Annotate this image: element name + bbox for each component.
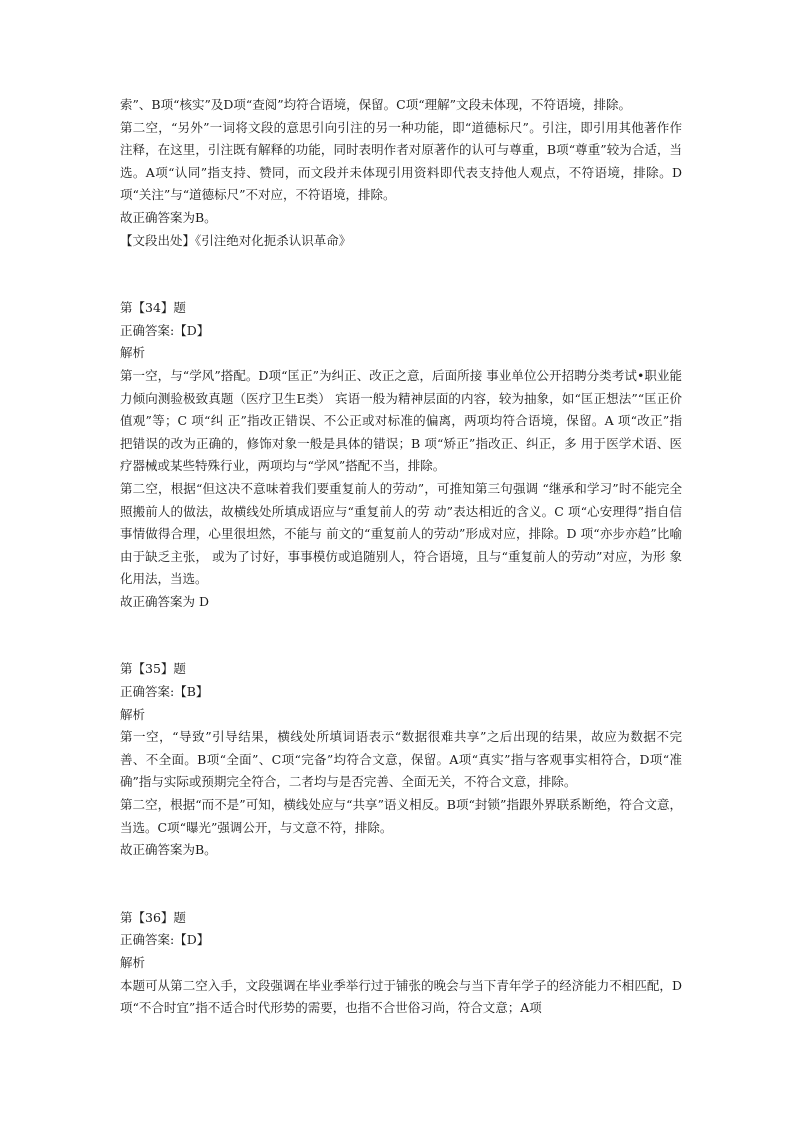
section-spacer	[120, 862, 682, 907]
analysis-label: 解析	[120, 345, 146, 361]
question-34	[120, 297, 682, 613]
analysis-paragraph: 第二空，根据“而不是”可知，横线处应与“共享”语义相反。B项“封锁”指跟外界联系断绝，符合文意，当选。C项“曝光”强调公开，与文意不符，排除。	[120, 797, 682, 835]
section-spacer	[120, 252, 682, 297]
correct-answer: 正确答案:【D】	[120, 322, 210, 338]
intro-paragraph: 第二空，“另外”一词将文段的意思引向引注的另一种功能，即“道德标尺”。引注，即引用其他著作作注释，在这里，引注既有解释的功能，同时表明作者对原著作的认可与尊重，B项“尊重”较为合适，当选。A项“认同”指支持、赞同，而文段并未体现引用资料即代表支持他人观点，不符语境，排除。D项“关注”与“道德标尺”不对应，不符语境，排除。	[120, 119, 682, 203]
section-spacer	[120, 613, 682, 658]
source-citation: 【文段出处】《引注绝对化扼杀认识革命》	[120, 232, 352, 248]
intro-section	[120, 94, 682, 252]
correct-answer: 正确答案:【D】	[120, 932, 210, 948]
question-35	[120, 658, 682, 861]
analysis-paragraph: 第二空，根据“但这决不意味着我们要重复前人的劳动”，可推知第三句强调 “继承和学习”时不能完全照搬前人的做法，故横线处所填成语应与“重复前人的劳 动”表达相近的含义。C 项“心安理得”指自信事情做得合理，心里很坦然，不能与 前文的“重复前人的劳动”形成对应，排除。D 项“亦步亦趋”比喻由于缺乏主张， 或为了讨好，事事模仿或追随别人，符合语境，且与“重复前人的劳动”对应，为形 象化用法，当选。	[120, 480, 682, 587]
analysis-conclusion: 故正确答案为B。	[120, 842, 217, 858]
document-content	[120, 94, 682, 1020]
analysis-paragraph: 第一空，“导致”引导结果，横线处所填词语表示“数据很难共享”之后出现的结果，故应为数据不完善、不全面。B项“全面”、C项“完备”均符合文意，保留。A项“真实”指与客观事实相符合，D项“准确”指与实际或预期完全符合，二者均与是否完善、全面无关，不符合文意，排除。	[120, 729, 682, 790]
intro-conclusion: 故正确答案为B。	[120, 209, 217, 225]
question-title: 第【34】题	[120, 300, 186, 316]
intro-paragraph: 索”、B项“核实”及D项“查阅”均符合语境，保留。C项“理解”文段未体现，不符语境，排除。	[120, 97, 632, 112]
analysis-label: 解析	[120, 706, 146, 722]
question-title: 第【35】题	[120, 661, 186, 677]
analysis-label: 解析	[120, 955, 146, 970]
correct-answer: 正确答案:【B】	[120, 684, 209, 700]
question-title: 第【36】题	[120, 909, 186, 925]
analysis-conclusion: 故正确答案为 D	[120, 593, 209, 609]
analysis-paragraph: 本题可从第二空入手，文段强调在毕业季举行过于铺张的晚会与当下青年学子的经济能力不相匹配，D项“不合时宜”指不适合时代形势的需要，也指不合世俗习尚，符合文意；A项	[120, 977, 682, 1016]
question-36	[120, 907, 682, 1020]
analysis-paragraph: 第一空，与“学风”搭配。D项“匡正”为纠正、改正之意，后面所接 事业单位公开招聘分类考试•职业能力倾向测验极致真题（医疗卫生E类） 宾语一般为精神层面的内容，较为抽象，如“匡正想法”“匡正价值观”等；C 项“纠 正”指改正错误、不公正或对标准的偏离，两项均符合语境，保留。A 项“改正”指 把错误的改为正确的，修饰对象一般是具体的错误；B 项“矫正”指改正、纠正，多 用于医学术语、医疗器械或某些特殊行业，两项均与“学风”搭配不当，排除。	[120, 367, 682, 474]
